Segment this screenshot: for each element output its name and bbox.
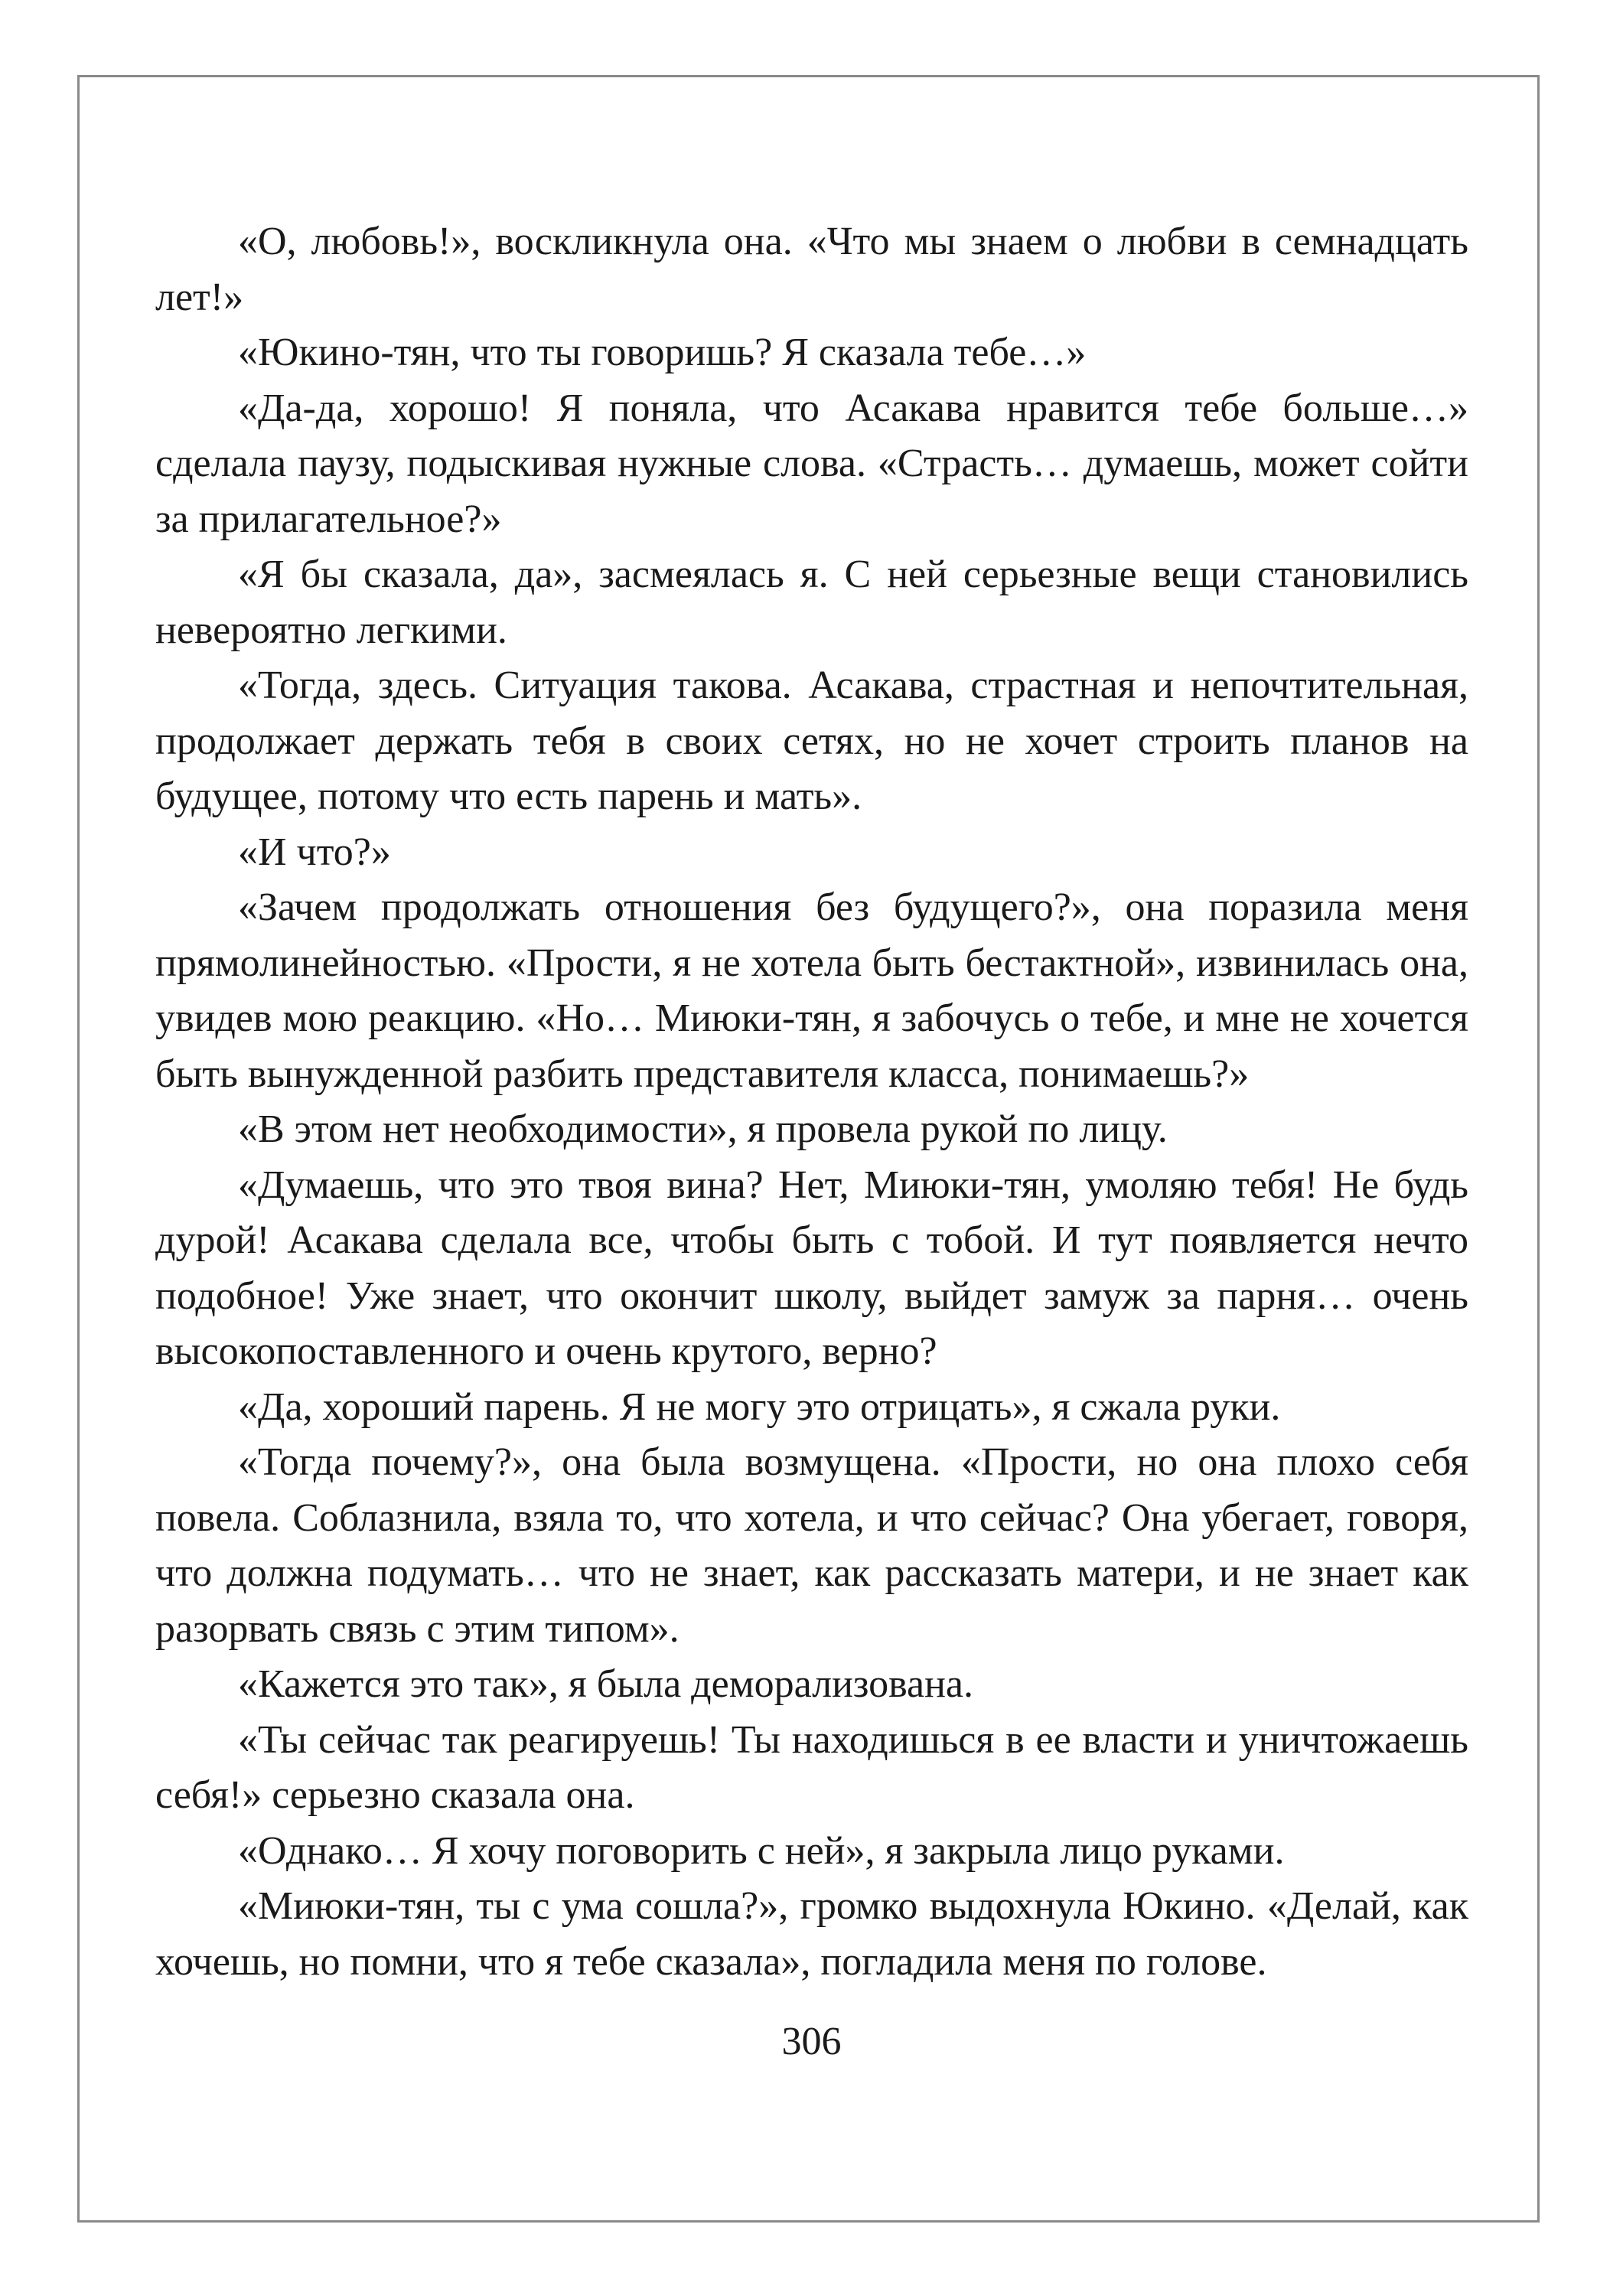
paragraph: «Я бы сказала, да», засмеялась я. С ней серьезные вещи становились невероятно легкими. (155, 553, 1468, 652)
paragraph: «Да, хороший парень. Я не могу это отрицать», я сжала руки. (238, 1384, 1281, 1429)
paragraph: «Миюки-тян, ты с ума сошла?», громко выдохнула Юкино. «Делай, как хочешь, но помни, что я тебе сказала», погладила меня по голове. (155, 1884, 1468, 1984)
paragraph: «Тогда почему?», она была возмущена. «Прости, но она плохо себя повела. Соблазнила, взяла то, что хотела, и что сейчас? Она убегает, говоря, что должна подумать… что не знает, как рассказать матери, и не знает как разорвать связь с этим типом». (155, 1440, 1468, 1651)
paragraph: «Кажется это так», я была деморализована. (238, 1662, 974, 1706)
paragraph: «Зачем продолжать отношения без будущего?», она поразила меня прямолинейностью. «Прости, я не хотела быть бестактной», извинилась она, увидев мою реакцию. «Но… Миюки-тян, я забочусь о тебе, и мне не хочется быть вынужденной разбить представителя класса, понимаешь?» (155, 885, 1468, 1096)
paragraph: «В этом нет необходимости», я провела рукой по лицу. (238, 1107, 1168, 1151)
paragraph: «И что?» (238, 830, 391, 874)
paragraph: «Тогда, здесь. Ситуация такова. Асакава, страстная и непочтительная, продолжает держать тебя в своих сетях, но не хочет строить планов на будущее, потому что есть парень и мать». (155, 664, 1468, 818)
paragraph: «О, любовь!», воскликнула она. «Что мы знаем о любви в семнадцать лет!» (155, 220, 1468, 319)
paragraph: «Ты сейчас так реагируешь! Ты находишься в ее власти и уничтожаешь себя!» серьезно сказала она. (155, 1717, 1468, 1817)
paragraph: «Однако… Я хочу поговорить с ней», я закрыла лицо руками. (238, 1828, 1285, 1873)
paragraph: «Юкино-тян, что ты говоришь? Я сказала тебе…» (238, 331, 1087, 374)
paragraph: «Думаешь, что это твоя вина? Нет, Миюки-тян, умоляю тебя! Не будь дурой! Асакава сделала все, чтобы быть с тобой. И тут появляется нечто подобное! Уже знает, что окончит школу, выйдет замуж за парня… очень высокопоставленного и очень крутого, верно? (155, 1163, 1468, 1373)
page-number: 306 (781, 2020, 842, 2063)
paragraph: «Да-да, хорошо! Я поняла, что Асакава нравится тебе больше…» сделала паузу, подыскивая нужные слова. «Страсть… думаешь, может сойти за прилагательное?» (155, 386, 1468, 541)
body-text (155, 214, 1468, 1990)
